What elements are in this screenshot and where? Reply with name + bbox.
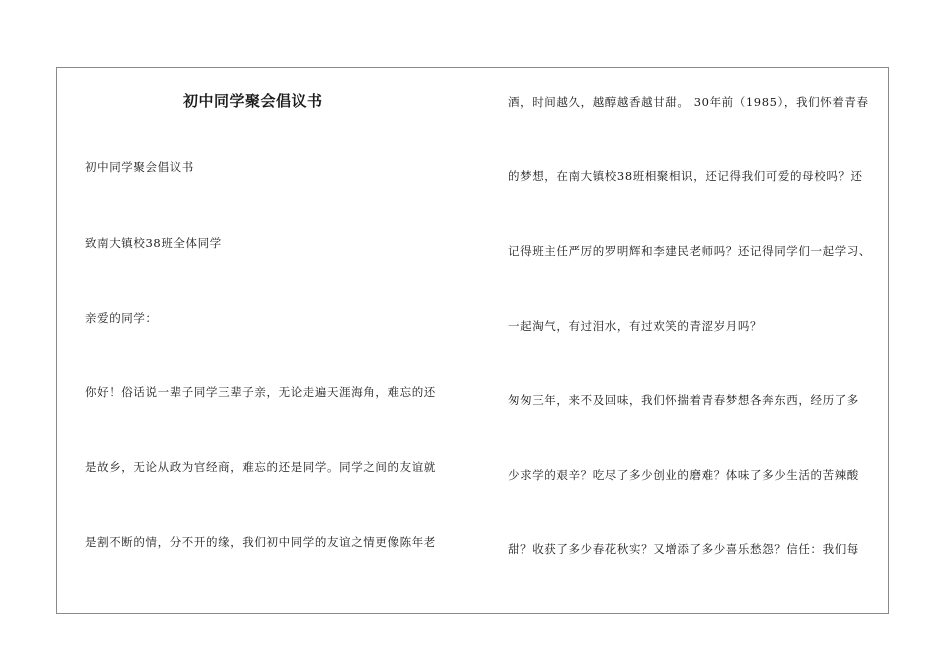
left-line-2: 致南大镇校38班全体同学 bbox=[85, 236, 222, 250]
right-line-3: 记得班主任严厉的罗明辉和李建民老师吗？还记得同学们一起学习、 bbox=[508, 244, 871, 258]
right-line-4: 一起淘气，有过泪水，有过欢笑的青涩岁月吗？ bbox=[508, 319, 763, 333]
document-page bbox=[56, 67, 889, 614]
right-line-7: 甜？收获了多少春花秋实？又增添了多少喜乐愁怨？信任：我们每 bbox=[508, 542, 859, 556]
right-line-1: 酒，时间越久，越醇越香越甘甜。 30年前（1985），我们怀着青春 bbox=[508, 95, 869, 109]
right-line-5: 匆匆三年，来不及回味，我们怀揣着青春梦想各奔东西，经历了多 bbox=[508, 393, 859, 407]
right-line-6: 少求学的艰辛？吃尽了多少创业的磨难？体味了多少生活的苦辣酸 bbox=[508, 468, 859, 482]
left-line-5: 是故乡，无论从政为官经商，难忘的还是同学。同学之间的友谊就 bbox=[85, 460, 436, 474]
left-line-6: 是割不断的情，分不开的缘，我们初中同学的友谊之情更像陈年老 bbox=[85, 535, 436, 549]
document-title: 初中同学聚会倡议书 bbox=[183, 92, 323, 110]
left-line-3: 亲爱的同学： bbox=[85, 311, 158, 325]
left-line-1: 初中同学聚会倡议书 bbox=[85, 160, 194, 174]
left-line-4: 你好！俗话说一辈子同学三辈子亲，无论走遍天涯海角，难忘的还 bbox=[85, 385, 436, 399]
right-line-2: 的梦想，在南大镇校38班相聚相识，还记得我们可爱的母校吗？还 bbox=[508, 169, 863, 183]
